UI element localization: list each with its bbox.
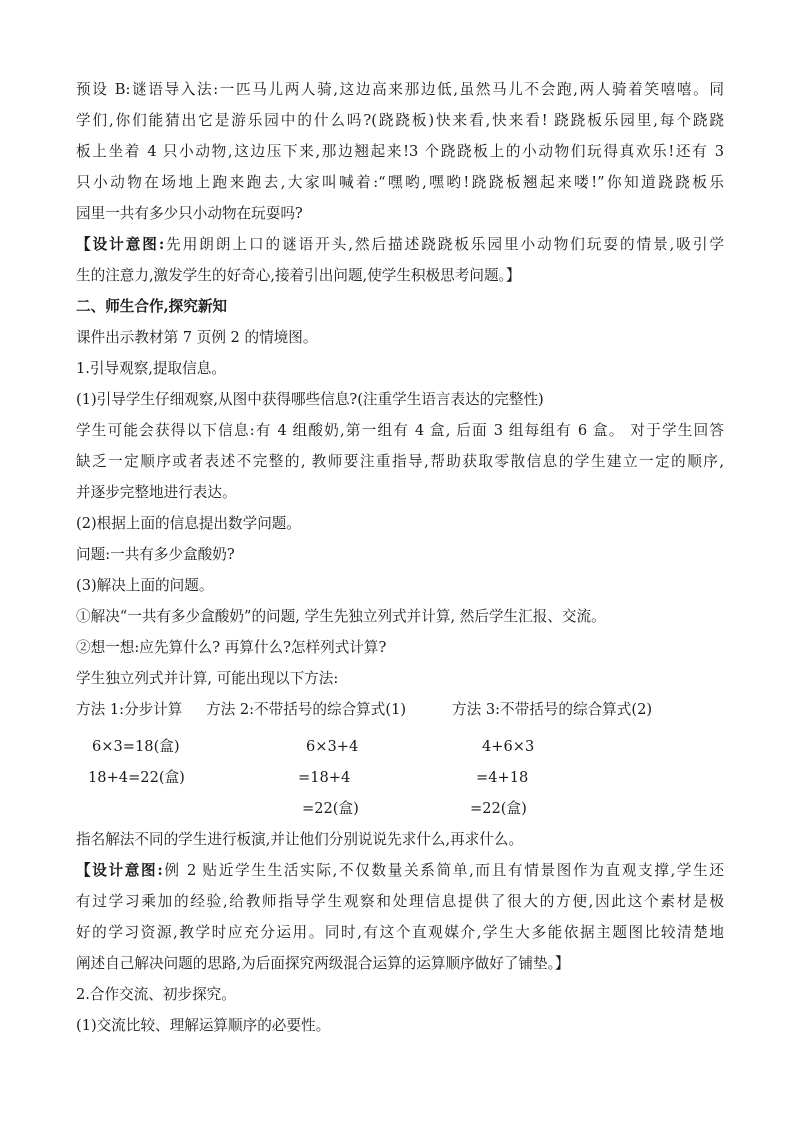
design-intent-2-line-1: 【设计意图:例 2 贴近学生生活实际,不仅数量关系简单,而且有情景图作为直观支撑,学生还: [76, 862, 725, 879]
body-line: 学生可能会获得以下信息:有 4 组酸奶,第一组有 4 盒, 后面 3 组每组有 6 盒。 对于学生回答: [76, 422, 724, 439]
intro-line-1: 预设 B:谜语导入法:一匹马儿两人骑,这边高来那边低,虽然马儿不会跑,两人骑着笑嘻嘻。同: [76, 81, 724, 98]
body-line: 并逐步完整地进行表达。: [76, 484, 237, 501]
body-line: (1)交流比较、理解运算顺序的必要性。: [76, 1017, 331, 1034]
intro-line-5: 园里一共有多少只小动物在玩耍吗?: [76, 205, 303, 222]
body-line: ②想一想:应先算什么? 再算什么?怎样列式计算?: [76, 639, 387, 656]
method-2-step-2: =18+4: [298, 769, 351, 786]
method-1-step-1: 6×3=18(盒): [92, 738, 180, 755]
body-line: 2.合作交流、初步探究。: [76, 986, 236, 1003]
intro-line-2: 学们,你们能猜出它是游乐园中的什么吗?(跷跷板)快来看,快来看! 跷跷板乐园里,每个跷跷: [76, 112, 724, 129]
body-line: 课件出示教材第 7 页例 2 的情境图。: [76, 329, 318, 346]
method-2-step-1: 6×3+4: [306, 738, 359, 755]
method-3-step-3: =22(盒): [470, 800, 527, 817]
body-line: 学生独立列式并计算, 可能出现以下方法:: [76, 670, 339, 687]
body-line: 问题:一共有多少盒酸奶?: [76, 546, 235, 563]
body-line: (3)解决上面的问题。: [76, 577, 214, 594]
intro-line-4: 只小动物在场地上跑来跑去,大家叫喊着:“嘿哟,嘿哟!跷跷板翘起来喽!”你知道跷跷板乐: [76, 174, 724, 191]
body-line: 指名解法不同的学生进行板演,并让他们分别说说先求什么,再求什么。: [76, 831, 524, 848]
section-title: 二、师生合作,探究新知: [76, 298, 228, 315]
intro-line-3: 板上坐着 4 只小动物,这边压下来,那边翘起来!3 个跷跷板上的小动物们玩得真欢乐!还有 3: [76, 143, 724, 160]
design-intent-2-line-3: 好的学习资源,教学时应充分运用。同时,有这个直观媒介,学生大多能依据主题图比较清楚地: [76, 924, 724, 941]
design-intent-2-line-2: 有过学习乘加的经验,给教师指导学生观察和处理信息提供了很大的方便,因此这个素材是极: [76, 893, 724, 910]
body-line: 缺乏一定顺序或者表述不完整的, 教师要注重指导,帮助获取零散信息的学生建立一定的顺序,: [76, 453, 724, 470]
body-line: (2)根据上面的信息提出数学问题。: [76, 515, 301, 532]
body-line: (1)引导学生仔细观察,从图中获得哪些信息?(注重学生语言表达的完整性): [76, 391, 544, 408]
method-3-step-2: =4+18: [476, 769, 529, 786]
method-2-step-3: =22(盒): [302, 800, 359, 817]
design-intent-2-line-4: 阐述自己解决问题的思路,为后面探究两级混合运算的运算顺序做好了铺垫。】: [76, 955, 570, 972]
method-3-heading: 方法 3:不带括号的综合算式(2): [452, 701, 653, 718]
method-2-heading: 方法 2:不带括号的综合算式(1): [206, 701, 407, 718]
method-3-step-1: 4+6×3: [482, 738, 535, 755]
method-1-heading: 方法 1:分步计算: [76, 701, 183, 718]
design-intent-1-line-2: 生的注意力,激发学生的好奇心,接着引出问题,使学生积极思考问题。】: [76, 267, 521, 284]
method-1-step-2: 18+4=22(盒): [88, 769, 185, 786]
design-intent-label: 【设计意图:: [76, 862, 163, 879]
body-line: ①解决“一共有多少盒酸奶”的问题, 学生先独立列式并计算, 然后学生汇报、交流。: [76, 608, 606, 625]
design-intent-label: 【设计意图:: [76, 236, 165, 253]
body-line: 1.引导观察,提取信息。: [76, 360, 226, 377]
design-intent-1-line-1: 【设计意图:先用朗朗上口的谜语开头,然后描述跷跷板乐园里小动物们玩耍的情景,吸引学: [76, 236, 724, 253]
